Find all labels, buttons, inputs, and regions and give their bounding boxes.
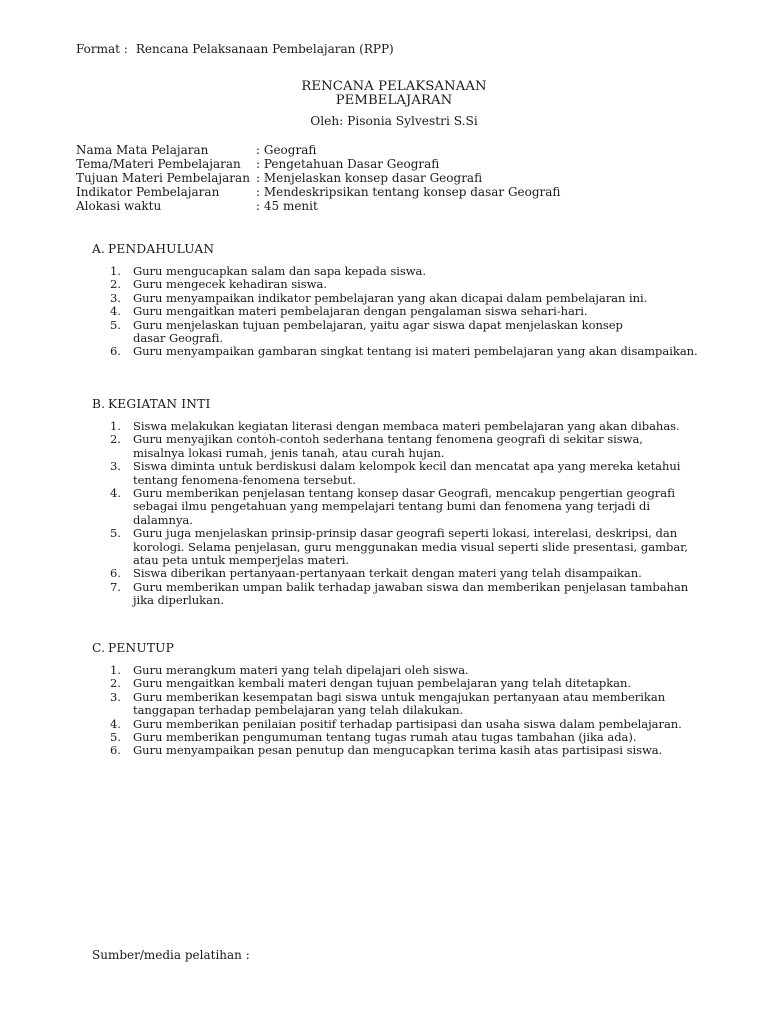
title-line-2: PEMBELAJARAN	[335, 93, 453, 108]
list-item: 5. Guru juga menjelaskan prinsip-prinsip dasar geografi seperti lokasi, interelasi, deskripsi, dan korologi. Selama penjelasan, guru menggunakan media visual seperti slide presentasi, gambar, atau peta untuk memperjelas materi.	[110, 526, 688, 568]
list-item: 1. Guru mengucapkan salam dan sapa kepada siswa.	[110, 264, 426, 278]
list-item: 2. Guru mengaitkan kembali materi dengan tujuan pembelajaran yang telah ditetapkan.	[110, 676, 632, 691]
section-letter: C.	[92, 641, 106, 655]
info-value: : Mendeskripsikan tentang konsep dasar Geografi	[256, 185, 561, 199]
info-label: Nama Mata Pelajaran	[76, 143, 209, 157]
section-heading	[92, 242, 732, 256]
info-label: Indikator Pembelajaran	[76, 185, 220, 199]
list-item: 6. Guru menyampaikan pesan penutup dan mengucapkan terima kasih atas partisipasi siswa.	[110, 743, 663, 758]
section-heading	[92, 397, 732, 411]
section-title: KEGIATAN INTI	[108, 397, 211, 411]
info-value: : 45 menit	[256, 199, 318, 213]
section-letter: A.	[92, 242, 106, 256]
format-value: Rencana Pelaksanaan Pembelajaran (RPP)	[135, 42, 394, 56]
list-item: 3. Siswa diminta untuk berdiskusi dalam kelompok kecil dan mencatat apa yang mereka ketahui tentang fenomena-fenomena tersebut.	[110, 459, 681, 487]
info-row-indicator	[76, 185, 560, 199]
list-item: 2. Guru mengecek kehadiran siswa.	[110, 277, 327, 292]
info-row-objective	[76, 171, 560, 185]
section-penutup	[92, 641, 732, 758]
info-table	[76, 143, 560, 213]
info-label: Alokasi waktu	[76, 199, 162, 213]
list-item: 5. Guru memberikan pengumuman tentang tugas rumah atau tugas tambahan (jika ada).	[110, 730, 637, 745]
list-item: 1. Siswa melakukan kegiatan literasi dengan membaca materi pembelajaran yang akan dibahas.	[110, 419, 680, 433]
info-label: Tujuan Materi Pembelajaran	[76, 171, 250, 185]
info-row-time	[76, 199, 560, 213]
footer-source-line: Sumber/media pelatihan :	[92, 948, 250, 962]
list-item: 6. Guru menyampaikan gambaran singkat tentang isi materi pembelajaran yang akan disampaikan.	[110, 344, 698, 359]
section-kegiatan-inti	[92, 397, 732, 608]
info-label: Tema/Materi Pembelajaran	[76, 157, 241, 171]
info-value: : Pengetahuan Dasar Geografi	[256, 157, 440, 171]
list-item: 4. Guru mengaitkan materi pembelajaran dengan pengalaman siswa sehari-hari.	[110, 304, 588, 319]
section-title: PENUTUP	[108, 641, 175, 655]
title-line-1: RENCANA PELAKSANAAN	[301, 79, 487, 94]
section-title: PENDAHULUAN	[108, 242, 215, 256]
list-item: 4. Guru memberikan penilaian positif terhadap partisipasi dan usaha siswa dalam pembelajaran.	[110, 716, 682, 731]
format-label: Format :	[76, 42, 128, 56]
list-item: 3. Guru menyampaikan indikator pembelajaran yang akan dicapai dalam pembelajaran ini.	[110, 290, 648, 305]
section-pendahuluan	[92, 242, 732, 359]
info-row-subject	[76, 143, 560, 157]
list-item: 6. Siswa diberikan pertanyaan-pertanyaan terkait dengan materi yang telah disampaikan.	[110, 566, 642, 581]
author-line: Oleh: Pisonia Sylvestri S.Si	[310, 114, 478, 128]
section-letter: B.	[92, 397, 106, 411]
list-item: 1. Guru merangkum materi yang telah dipelajari oleh siswa.	[110, 663, 469, 677]
list-item: 2. Guru menyajikan contoh-contoh sederhana tentang fenomena geografi di sekitar siswa, misalnya lokasi rumah, jenis tanah, atau curah hujan.	[110, 432, 643, 460]
info-row-theme	[76, 157, 560, 171]
list-item: 7. Guru memberikan umpan balik terhadap jawaban siswa dan memberikan penjelasan tambahan jika diperlukan.	[110, 579, 689, 608]
section-heading	[92, 641, 732, 655]
document-title	[0, 80, 768, 108]
info-value: : Geografi	[256, 143, 317, 157]
section-list	[92, 664, 732, 758]
list-item: 4. Guru memberikan penjelasan tentang konsep dasar Geografi, mencakup pengertian geografi sebagai ilmu pengetahuan yang mempelajari tentang bumi dan fenomena yang terjadi di dalamnya.	[110, 486, 675, 527]
list-item: 5. Guru menjelaskan tujuan pembelajaran, yaitu agar siswa dapat menjelaskan konsep dasar Geografi.	[110, 317, 623, 346]
section-list	[92, 265, 732, 359]
section-list	[92, 420, 732, 608]
info-value: : Menjelaskan konsep dasar Geografi	[256, 171, 483, 185]
format-line	[76, 42, 394, 56]
list-item: 3. Guru memberikan kesempatan bagi siswa untuk mengajukan pertanyaan atau memberikan tanggapan terhadap pembelajaran yang telah dilakukan.	[110, 689, 666, 718]
